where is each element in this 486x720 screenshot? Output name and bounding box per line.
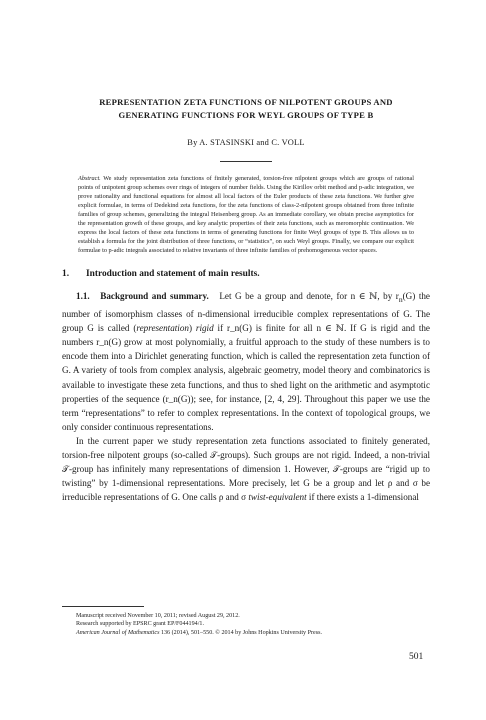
footnote-divider — [62, 606, 144, 607]
para1-part-c: (G) the number of isomorphism classes of n-dimensional irreducible complex representations of G. The group G is called ( — [62, 291, 430, 334]
citation-details: 136 (2014), 501–550. © 2014 by Johns Hopkins University Press. — [159, 629, 322, 636]
subsection-title: Background and summary. — [100, 291, 209, 302]
section-number: 1. — [62, 269, 70, 280]
subsection-number: 1.1. — [76, 291, 90, 302]
para2-part-a: In the current paper we study representation zeta functions associated to finitely generated, torsion-free nilpotent groups (so-called 𝒯-groups). Such groups are not rigid. Indeed, a non-trivial 𝒯-group has infinitely many representations of dimension 1. However, 𝒯-groups are “rigid up to twisting” by 1-dimensional representations. More precisely, let G be a group and let ρ and σ be irreducible representations of G. One calls ρ and σ — [62, 435, 430, 502]
authors: By A. STASINSKI and C. VOLL — [187, 138, 305, 147]
page-number: 501 — [409, 652, 424, 662]
footnote-citation — [62, 629, 430, 637]
section-title: Introduction and statement of main results. — [86, 269, 260, 280]
paragraph-2 — [62, 434, 430, 504]
abstract-text: We study representation zeta functions of finitely generated, torsion-free nilpotent groups which are groups of rational points of unipotent group schemes over rings of integers of number fields. Using the Kirillov orbit method and p-adic integration, we prove rationality and functional equations for almost all local factors of the Euler products of these zeta functions. We further give explicit formulae, in terms of Dedekind zeta functions, for the zeta functions of class-2-nilpotent groups obtained from three infinite families of group schemes, generalizing the integral Heisenberg group. As an immediate corollary, we obtain precise asymptotics for the representation growth of these groups, and key analytic properties of their zeta functions, such as meromorphic continuation. We express the local factors of these zeta functions in terms of generating functions for finite Weyl groups of type B. This allows us to establish a formula for the joint distribution of three functions, or “statistics”, on such Weyl groups. Finally, we compare our explicit formulae to p-adic integrals associated to relative invariants of three infinite families of prehomogeneous vector spaces. — [78, 175, 414, 255]
title-line-2: GENERATING FUNCTIONS FOR WEYL GROUPS OF TYPE B — [118, 110, 374, 120]
abstract-label: Abstract. — [78, 175, 101, 182]
paper-title — [62, 96, 430, 122]
body-text — [62, 289, 430, 504]
footnote-received: Manuscript received November 10, 2011; revised August 29, 2012. — [76, 613, 240, 619]
para1-part-e: if r_n(G) is finite for all n ∈ ℕ. If G is rigid and the numbers r_n(G) grow at most polynomially, a fruitful approach to the study of these numbers is to encode them into a Dirichlet generating function, which is called the representation zeta function of G. A variety of tools from complex analysis, algebraic geometry, model theory and combinatorics is available to investigate these zeta functions, and thus to shed light on the arithmetic and asymptotic properties of the sequence (r_n(G)); see, for instance, [2, 4, 29]. Throughout this paper we use the term “representations” to refer to complex representations. In the context of topological groups, we only consider continuous representations. — [62, 323, 430, 432]
footnotes — [62, 612, 430, 637]
journal-name: American Journal of Mathematics — [76, 629, 160, 636]
paper-body — [62, 96, 430, 504]
para1-part-d: ) — [188, 323, 196, 334]
abstract — [62, 174, 430, 255]
para1-subscript: n — [398, 295, 403, 305]
title-divider — [220, 161, 272, 162]
para1-term-representation: representation — [136, 323, 189, 334]
title-line-1: REPRESENTATION ZETA FUNCTIONS OF NILPOTENT GROUPS AND — [99, 97, 393, 107]
para1-term-rigid: rigid — [195, 323, 214, 334]
paragraph-1 — [62, 289, 430, 433]
para2-part-b: if there exists a 1-dimensional — [306, 491, 419, 502]
section-heading — [62, 269, 430, 279]
para1-part-a: Let G be a group and denote, for n ∈ ℕ, by r — [219, 291, 399, 302]
footnote-funding: Research supported by EPSRC grant EP/F044194/1. — [76, 621, 204, 628]
para2-term-twist-equivalent: twist-equivalent — [248, 491, 307, 502]
